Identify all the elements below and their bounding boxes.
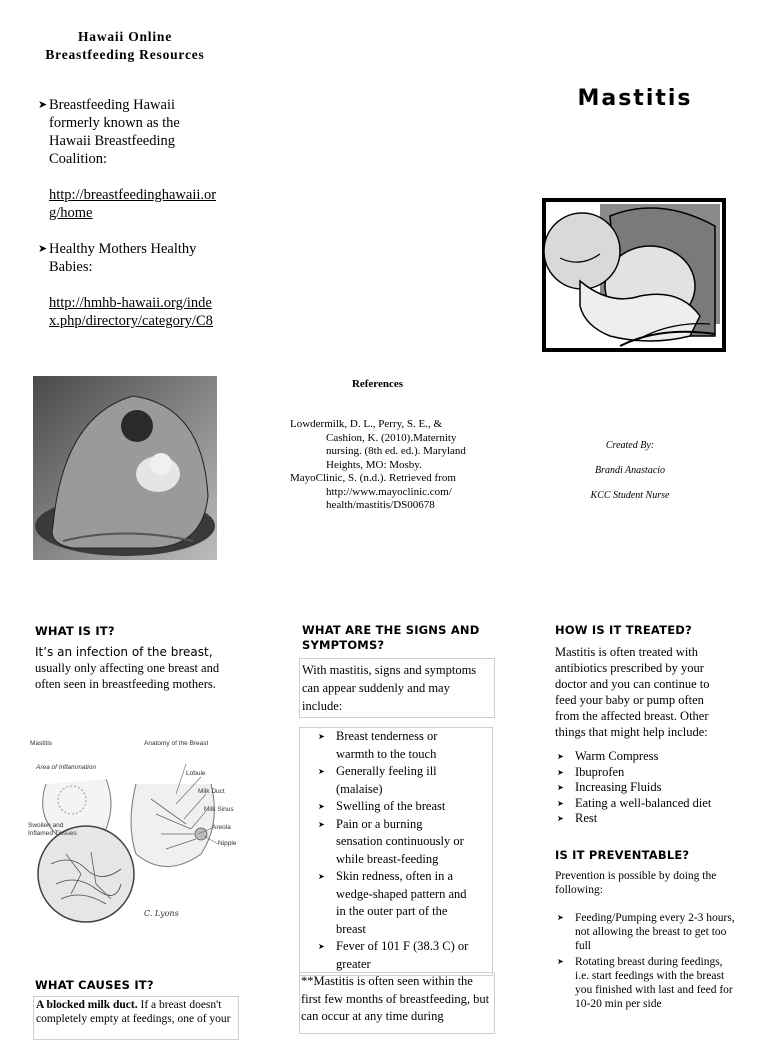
what-causes-lead: A blocked milk duct. — [36, 999, 138, 1011]
signs-note: **Mastitis is often seen within the first few months of breastfeeding, but can occur at any time during — [299, 972, 495, 1034]
diagram-label: Mastitis — [30, 740, 53, 747]
resource-item — [38, 240, 218, 330]
treatment-item: ➤ Rest — [555, 811, 725, 827]
what-causes-heading: WHAT CAUSES IT? — [35, 978, 154, 992]
author-name: Brandi Anastacio — [594, 465, 666, 476]
signs-intro: With mastitis, signs and symptoms can appear suddenly and may include: — [299, 658, 495, 718]
diagram-label: Area of Inflammation — [36, 764, 96, 771]
what-causes-text — [33, 996, 239, 1040]
preventable-heading: IS IT PREVENTABLE? — [555, 848, 690, 862]
treatment-item: ➤ Eating a well-balanced diet — [555, 796, 725, 812]
prevention-list — [555, 911, 735, 1011]
diagram-label: Anatomy of the Breast — [144, 740, 209, 747]
symptom-item: ➤ Pain or a burning sensation continuously or while breast-feeding — [316, 816, 472, 869]
author-role: KCC Student Nurse — [590, 490, 670, 501]
what-is-it-heading: WHAT IS IT? — [35, 624, 115, 638]
credits — [570, 440, 690, 515]
diagram-label: Milk Sinus — [204, 806, 234, 813]
signs-list — [316, 728, 472, 973]
references-heading: References — [351, 378, 404, 390]
what-is-it-text — [35, 644, 220, 692]
treated-heading: HOW IS IT TREATED? — [555, 623, 692, 637]
what-causes-rest: If a breast doesn't completely empty at feedings, one of your — [36, 999, 231, 1025]
signs-list-box — [299, 727, 493, 976]
signs-heading: WHAT ARE THE SIGNS AND SYMPTOMS? — [302, 623, 480, 652]
symptom-item: ➤ Swelling of the breast — [316, 798, 472, 816]
diagram-label: Lobule — [186, 770, 206, 777]
treatment-item: ➤ Warm Compress — [555, 749, 725, 765]
what-is-it-lead: It’s an infection of the breast, — [35, 645, 213, 659]
treated-intro: Mastitis is often treated with antibiotics prescribed by your doctor and you can continue to feed your baby or pump often from the affected breast. Other things that might help include: — [555, 645, 710, 739]
arrow-bullet-icon: ➤ — [38, 243, 48, 255]
diagram-label: Areola — [212, 824, 231, 831]
symptom-item: ➤ Skin redness, often in a wedge-shaped pattern and in the outer part of the breast — [316, 868, 472, 938]
diagram-label: Nipple — [218, 840, 237, 847]
prevention-item: ➤ Feeding/Pumping every 2-3 hours, not allowing the breast to get too full — [555, 911, 735, 953]
treatment-list — [555, 749, 725, 827]
symptom-item: ➤ Generally feeling ill (malaise) — [316, 763, 472, 798]
what-is-it-rest: usually only affecting one breast and often seen in breastfeeding mothers. — [35, 661, 220, 691]
preventable-intro: Prevention is possible by doing the following: — [555, 870, 717, 896]
brochure-title: Mastitis — [577, 86, 693, 111]
reference-entry: Lowdermilk, D. L., Perry, S. E., & Cashion, K. (2010).Maternity nursing. (8th ed. ed.). Maryland Heights, MO: Mosby. — [290, 418, 466, 471]
reference-entry: MayoClinic, S. (n.d.). Retrieved from http://www.mayoclinic.com/ health/mastitis/DS00678 — [290, 472, 456, 511]
diagram-label: Milk Duct — [198, 788, 225, 795]
resources-title: Hawaii Online Breastfeeding Resources — [45, 29, 205, 62]
resource-text: Healthy Mothers Healthy Babies: — [49, 241, 197, 275]
resources-list — [38, 96, 218, 348]
symptom-item: ➤ Breast tenderness or warmth to the touch — [316, 728, 472, 763]
arrow-bullet-icon: ➤ — [38, 99, 48, 111]
breast-anatomy-diagram — [26, 734, 250, 934]
created-by-label: Created By: — [605, 440, 655, 451]
prevention-item: ➤ Rotating breast during feedings, i.e. start feedings with the breast you finished with last and feed for 10-20 min per side — [555, 955, 735, 1011]
treatment-item: ➤ Increasing Fluids — [555, 780, 725, 796]
nursing-illustration — [540, 196, 730, 356]
diagram-signature: C. Lyons — [144, 909, 179, 918]
symptom-item: ➤ Fever of 101 F (38.3 C) or greater — [316, 938, 472, 973]
treatment-item: ➤ Ibuprofen — [555, 765, 725, 781]
references-list — [290, 418, 470, 513]
resource-link[interactable]: http://hmhb-hawaii.org/index.php/directory/category/C8 — [49, 295, 213, 329]
resource-link[interactable]: http://breastfeedinghawaii.org/home — [49, 187, 217, 221]
resource-text: Breastfeeding Hawaii formerly known as the Hawaii Breastfeeding Coalition: — [49, 97, 180, 167]
resource-item — [38, 96, 218, 222]
diagram-label: Swollen and Inflamed Tissues — [28, 822, 77, 837]
mother-child-image — [33, 376, 217, 560]
